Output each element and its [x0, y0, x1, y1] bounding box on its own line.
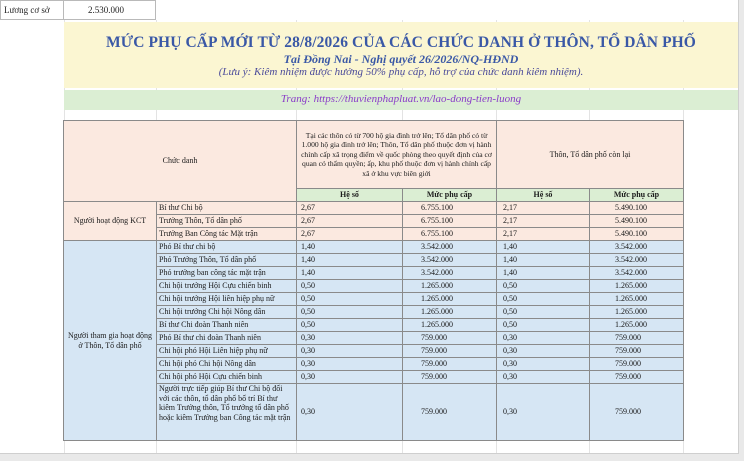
- title-cell[interactable]: Phó trưởng ban công tác mặt trận: [157, 267, 297, 280]
- table-row: [64, 384, 684, 441]
- amount-b-cell[interactable]: 1.265.000: [590, 319, 684, 332]
- column-header-group-a: Tại các thôn có từ 700 hộ gia đình trở lên; Tổ dân phố có từ 1.000 hộ gia đình trở lên; Thôn, Tổ dân phố thuộc đơn vị hành chính cấp xã trọng điểm về quốc phòng theo quyết định của cơ quan có thẩm quyền; ấp, khu phố thuộc đơn vị hành chính cấp xã ở khu vực biên giới: [297, 121, 497, 189]
- coef-b-cell[interactable]: 0,30: [497, 384, 590, 441]
- coef-a-cell[interactable]: 0,30: [297, 345, 403, 358]
- amount-b-cell[interactable]: 759.000: [590, 371, 684, 384]
- table-row: [64, 254, 684, 267]
- coef-b-cell[interactable]: 0,50: [497, 306, 590, 319]
- amount-b-cell[interactable]: 3.542.000: [590, 254, 684, 267]
- amount-a-cell[interactable]: 759.000: [403, 384, 497, 441]
- title-cell[interactable]: Chi hội trưởng Chi hội Nông dân: [157, 306, 297, 319]
- amount-a-cell[interactable]: 3.542.000: [403, 267, 497, 280]
- amount-b-cell[interactable]: 3.542.000: [590, 267, 684, 280]
- coef-a-cell[interactable]: 1,40: [297, 267, 403, 280]
- title-cell[interactable]: Chi hội phó Hội Liên hiệp phụ nữ: [157, 345, 297, 358]
- title-cell[interactable]: Phó Bí thư chi đoàn Thanh niên: [157, 332, 297, 345]
- coef-b-cell[interactable]: 0,30: [497, 332, 590, 345]
- amount-b-cell[interactable]: 1.265.000: [590, 280, 684, 293]
- title-cell[interactable]: Phó Bí thư chi bộ: [157, 241, 297, 254]
- coef-b-cell[interactable]: 2,17: [497, 202, 590, 215]
- amount-b-cell[interactable]: 3.542.000: [590, 241, 684, 254]
- subheader-coef-a: Hệ số: [297, 189, 403, 202]
- amount-a-cell[interactable]: 759.000: [403, 345, 497, 358]
- amount-a-cell[interactable]: 759.000: [403, 371, 497, 384]
- source-link[interactable]: Trang: https://thuvienphapluat.vn/lao-dong-tien-luong: [280, 93, 522, 105]
- group-name-cell[interactable]: Người hoạt động KCT: [64, 202, 157, 241]
- amount-b-cell[interactable]: 759.000: [590, 345, 684, 358]
- coef-a-cell[interactable]: 0,50: [297, 306, 403, 319]
- amount-a-cell[interactable]: 1.265.000: [403, 280, 497, 293]
- coef-b-cell[interactable]: 0,50: [497, 280, 590, 293]
- table-row: [64, 215, 684, 228]
- coef-b-cell[interactable]: 2,17: [497, 228, 590, 241]
- coef-b-cell[interactable]: 0,30: [497, 358, 590, 371]
- title-cell[interactable]: Trưởng Thôn, Tổ dân phố: [157, 215, 297, 228]
- title-cell[interactable]: Trưởng Ban Công tác Mặt trận: [157, 228, 297, 241]
- table-row: [64, 345, 684, 358]
- table-row: [64, 267, 684, 280]
- coef-b-cell[interactable]: 2,17: [497, 215, 590, 228]
- coef-a-cell[interactable]: 1,40: [297, 241, 403, 254]
- subheader-amount-a: Mức phụ cấp: [403, 189, 497, 202]
- coef-a-cell[interactable]: 0,30: [297, 384, 403, 441]
- table-row: [64, 280, 684, 293]
- amount-a-cell[interactable]: 1.265.000: [403, 306, 497, 319]
- table-row: [64, 202, 684, 215]
- coef-b-cell[interactable]: 0,30: [497, 371, 590, 384]
- amount-b-cell[interactable]: 759.000: [590, 384, 684, 441]
- coef-a-cell[interactable]: 2,67: [297, 215, 403, 228]
- coef-a-cell[interactable]: 0,50: [297, 319, 403, 332]
- base-salary-value[interactable]: 2.530.000: [64, 0, 156, 20]
- title-cell[interactable]: Chi hội phó Hội Cựu chiến binh: [157, 371, 297, 384]
- title-cell[interactable]: Chi hội phó Chi hội Nông dân: [157, 358, 297, 371]
- coef-b-cell[interactable]: 0,50: [497, 293, 590, 306]
- subheader-amount-b: Mức phụ cấp: [590, 189, 684, 202]
- table-row: [64, 293, 684, 306]
- page-subtitle: Tại Đồng Nai - Nghị quyết 26/2026/NQ-HĐND: [283, 52, 519, 66]
- coef-a-cell[interactable]: 0,30: [297, 358, 403, 371]
- amount-a-cell[interactable]: 1.265.000: [403, 319, 497, 332]
- amount-a-cell[interactable]: 759.000: [403, 332, 497, 345]
- title-cell[interactable]: Phó Trưởng Thôn, Tổ dân phố: [157, 254, 297, 267]
- subheader-coef-b: Hệ số: [497, 189, 590, 202]
- base-salary-label[interactable]: Lương cơ sở: [0, 0, 64, 20]
- amount-a-cell[interactable]: 6.755.100: [403, 202, 497, 215]
- page-title: MỨC PHỤ CẤP MỚI TỪ 28/8/2026 CỦA CÁC CHỨC DANH Ở THÔN, TỔ DÂN PHỐ: [106, 34, 696, 51]
- allowance-table: [63, 120, 684, 441]
- group-name-cell[interactable]: Người tham gia hoạt động ở Thôn, Tổ dân phố: [64, 241, 157, 441]
- coef-a-cell[interactable]: 2,67: [297, 228, 403, 241]
- amount-a-cell[interactable]: 3.542.000: [403, 254, 497, 267]
- coef-a-cell[interactable]: 2,67: [297, 202, 403, 215]
- amount-a-cell[interactable]: 1.265.000: [403, 293, 497, 306]
- title-cell[interactable]: Người trực tiếp giúp Bí thư Chi bộ đối với các thôn, tổ dân phố bố trí Bí thư kiêm Trưởng thôn, Tổ trưởng tổ dân phố hoặc kiêm Trưởng ban Công tác mặt trận: [157, 384, 297, 441]
- table-row: [64, 306, 684, 319]
- coef-b-cell[interactable]: 0,50: [497, 319, 590, 332]
- coef-a-cell[interactable]: 0,50: [297, 280, 403, 293]
- amount-b-cell[interactable]: 1.265.000: [590, 306, 684, 319]
- coef-a-cell[interactable]: 1,40: [297, 254, 403, 267]
- amount-b-cell[interactable]: 1.265.000: [590, 293, 684, 306]
- amount-a-cell[interactable]: 6.755.100: [403, 215, 497, 228]
- column-header-group-b: Thôn, Tổ dân phố còn lại: [497, 121, 684, 189]
- table-row: [64, 332, 684, 345]
- title-cell[interactable]: Chi hội trưởng Hội Cựu chiến binh: [157, 280, 297, 293]
- coef-b-cell[interactable]: 1,40: [497, 241, 590, 254]
- coef-a-cell[interactable]: 0,30: [297, 371, 403, 384]
- table-row: [64, 241, 684, 254]
- title-cell[interactable]: Bí thư Chi bộ: [157, 202, 297, 215]
- amount-b-cell[interactable]: 759.000: [590, 332, 684, 345]
- amount-a-cell[interactable]: 759.000: [403, 358, 497, 371]
- table-row: [64, 319, 684, 332]
- amount-b-cell[interactable]: 759.000: [590, 358, 684, 371]
- coef-b-cell[interactable]: 0,30: [497, 345, 590, 358]
- amount-b-cell[interactable]: 5.490.100: [590, 215, 684, 228]
- table-row: [64, 371, 684, 384]
- table-row: [64, 358, 684, 371]
- column-header-title: Chức danh: [64, 121, 297, 202]
- amount-a-cell[interactable]: 6.755.100: [403, 228, 497, 241]
- table-row: [64, 228, 684, 241]
- title-cell[interactable]: Chi hội trưởng Hội liên hiệp phụ nữ: [157, 293, 297, 306]
- amount-b-cell[interactable]: 5.490.100: [590, 228, 684, 241]
- base-salary-row: [0, 0, 738, 20]
- amount-a-cell[interactable]: 3.542.000: [403, 241, 497, 254]
- coef-b-cell[interactable]: 1,40: [497, 254, 590, 267]
- coef-b-cell[interactable]: 1,40: [497, 267, 590, 280]
- amount-b-cell[interactable]: 5.490.100: [590, 202, 684, 215]
- coef-a-cell[interactable]: 0,30: [297, 332, 403, 345]
- page-note: (Lưu ý: Kiêm nhiệm được hưởng 50% phụ cấp, hỗ trợ của chức danh kiêm nhiệm).: [218, 66, 584, 78]
- coef-a-cell[interactable]: 0,50: [297, 293, 403, 306]
- title-cell[interactable]: Bí thư Chi đoàn Thanh niên: [157, 319, 297, 332]
